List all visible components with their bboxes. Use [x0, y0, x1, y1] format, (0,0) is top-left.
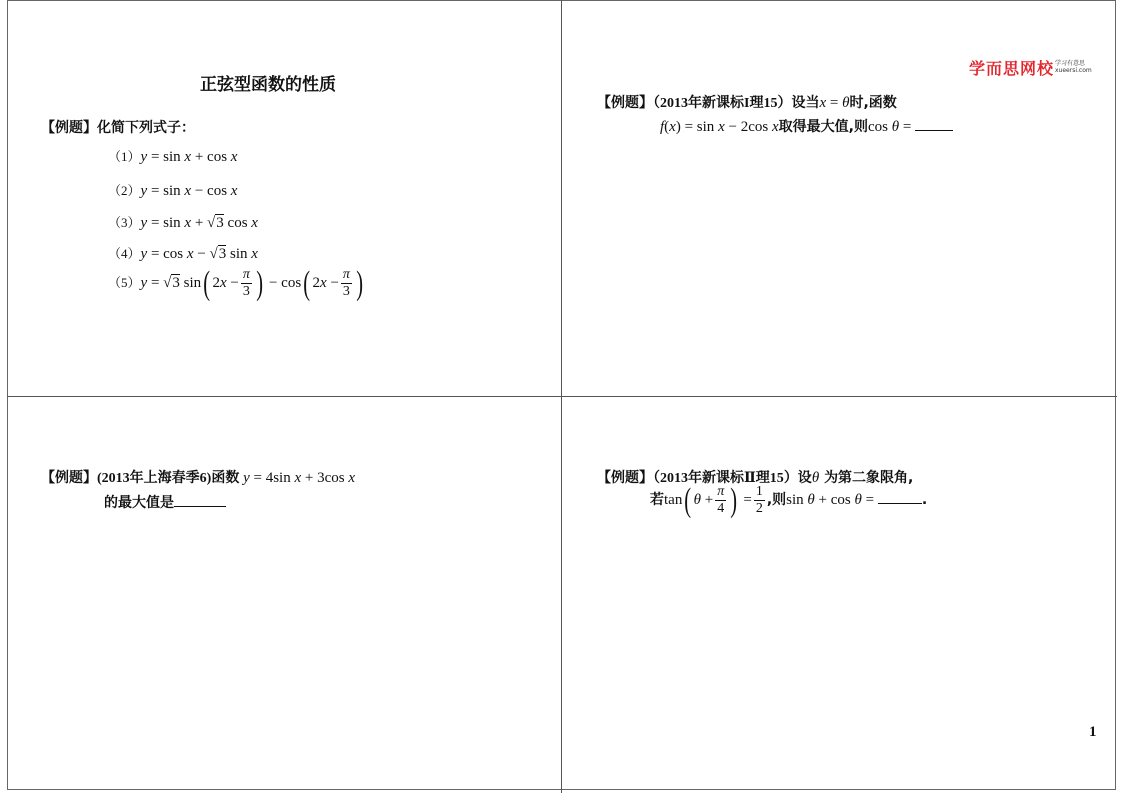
example-text: 若	[650, 491, 664, 508]
logo-url: xueersi.com	[1055, 67, 1092, 74]
answer-blank	[878, 503, 922, 504]
example-text: 函数	[211, 470, 240, 486]
logo-text: 学而思网校	[969, 59, 1055, 78]
example-label: 【例题】（	[597, 470, 660, 486]
exercise-number: （3）	[108, 215, 141, 230]
example-3-line-1: 【例题】(2013年上海春季6)函数 y = 4sin x + 3cos x	[41, 470, 356, 486]
exercise-item-1: （1）y = sin x + cos x	[108, 149, 238, 165]
example-text: .	[921, 491, 928, 508]
exercise-number: （2）	[108, 183, 141, 198]
example-text: 时,函数	[849, 95, 897, 111]
example-text: ）设	[783, 470, 812, 486]
example-text: 的最大值是	[104, 495, 174, 511]
horizontal-divider	[7, 396, 1117, 397]
exercise-item-5: （5）y = √3 sin( 2x − $\frac{\pi}{3}$ ) − cos( 2x − $\frac{\pi}{3}$ )	[108, 264, 363, 302]
example-text: ,则	[766, 491, 787, 508]
example-text: ）设当	[777, 95, 820, 111]
section-title: 正弦型函数的性质	[200, 75, 336, 95]
example-text: 为第二象限角,	[824, 470, 914, 486]
example-4-line-2: 若tan( θ + $\frac{\pi}{4}$ ) = $\frac{1}{2}$ ,则sin θ + cos θ = .	[650, 481, 928, 519]
example-label: 【例题】	[41, 470, 97, 486]
exercise-item-2: （2）y = sin x − cos x	[108, 183, 238, 199]
exercise-number: （4）	[108, 246, 141, 261]
example-label: 【例题】（	[597, 95, 660, 111]
example-text: 取得最大值,则	[778, 119, 868, 135]
answer-blank	[174, 506, 226, 507]
variable-theta: θ	[811, 470, 820, 486]
example-3-line-2	[104, 492, 226, 512]
logo-slogan: 学习有意思	[1055, 60, 1086, 67]
example-2-line-1: 【例题】（2013年新课标I理15）设当x = θ时,函数	[597, 95, 897, 111]
exercise-item-4: （4）y = cos x − √3 sin x	[108, 246, 258, 262]
brand-logo	[969, 56, 1092, 79]
example-source: 2013年新课标Ⅱ理15	[660, 471, 784, 486]
answer-blank	[915, 130, 953, 131]
exercise-number: （1）	[108, 149, 141, 164]
example-source: (2013年上海春季6)	[97, 471, 212, 486]
example-intro: 【例题】化简下列式子：	[41, 120, 195, 136]
exercise-item-3: （3）y = sin x + √3 cos x	[108, 215, 258, 231]
logo-tagline	[1055, 60, 1099, 74]
page-number: 1	[1089, 724, 1097, 740]
example-2-line-2: f(x) = sin x − 2cos x取得最大值,则cos θ =	[660, 116, 953, 136]
exercise-number: （5）	[108, 274, 141, 290]
example-source: 2013年新课标I理15	[660, 96, 778, 111]
